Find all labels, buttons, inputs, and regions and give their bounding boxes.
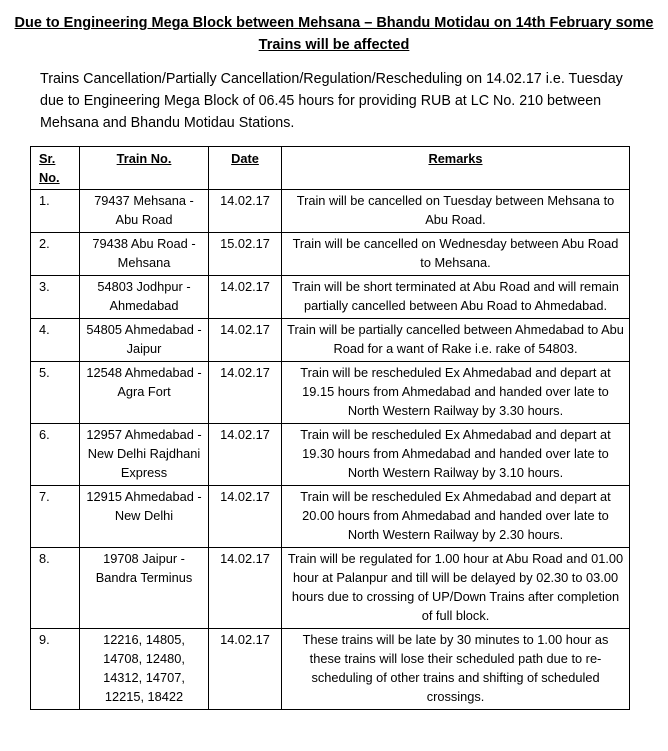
table-row [31, 233, 630, 276]
table-row [31, 486, 630, 548]
row-date: 14.02.17 [209, 548, 282, 629]
row-remarks: Train will be short terminated at Abu Road and will remain partially cancelled between Abu Road to Ahmedabad. [282, 276, 630, 319]
row-remarks: These trains will be late by 30 minutes to 1.00 hour as these trains will lose their scheduled path due to re-scheduling of other trains and shifting of scheduled crossings. [282, 629, 630, 710]
table-row [31, 548, 630, 629]
table-row [31, 629, 630, 710]
row-date: 15.02.17 [209, 233, 282, 276]
row-remarks: Train will be regulated for 1.00 hour at Abu Road and 01.00 hour at Palanpur and till will be delayed by 02.30 to 03.00 hours due to crossing of UP/Down Trains after completion of full block. [282, 548, 630, 629]
row-date: 14.02.17 [209, 486, 282, 548]
row-sr: 8. [31, 548, 80, 629]
row-sr: 7. [31, 486, 80, 548]
row-remarks: Train will be rescheduled Ex Ahmedabad and depart at 20.00 hours from Ahmedabad and handed over late to North Western Railway by 2.30 hours. [282, 486, 630, 548]
row-train: 54805 Ahmedabad - Jaipur [80, 319, 209, 362]
row-train: 12915 Ahmedabad - New Delhi [80, 486, 209, 548]
row-remarks: Train will be cancelled on Tuesday between Mehsana to Abu Road. [282, 190, 630, 233]
header-train-no: Train No. [80, 147, 209, 190]
row-train: 12216, 14805, 14708, 12480, 14312, 14707, 12215, 18422 [80, 629, 209, 710]
header-sr-no: Sr. No. [31, 147, 80, 190]
row-sr: 1. [31, 190, 80, 233]
title-line-2: Trains will be affected [258, 37, 410, 53]
row-train: 19708 Jaipur - Bandra Terminus [80, 548, 209, 629]
intro-paragraph: Trains Cancellation/Partially Cancellation/Regulation/Rescheduling on 14.02.17 i.e. Tuesday due to Engineering Mega Block of 06.45 hours for providing RUB at LC No. 210 between Mehsana and Bhandu Motidau Stations. [40, 71, 623, 131]
title-line-1: Due to Engineering Mega Block between Mehsana – Bhandu Motidau on 14th February some [14, 15, 654, 31]
row-date: 14.02.17 [209, 319, 282, 362]
row-train: 12957 Ahmedabad - New Delhi Rajdhani Express [80, 424, 209, 486]
row-date: 14.02.17 [209, 424, 282, 486]
row-sr: 3. [31, 276, 80, 319]
row-train: 79438 Abu Road - Mehsana [80, 233, 209, 276]
row-remarks: Train will be cancelled on Wednesday between Abu Road to Mehsana. [282, 233, 630, 276]
row-remarks: Train will be rescheduled Ex Ahmedabad and depart at 19.30 hours from Ahmedabad and handed over late to North Western Railway by 3.10 hours. [282, 424, 630, 486]
table-row [31, 362, 630, 424]
row-sr: 4. [31, 319, 80, 362]
row-train: 12548 Ahmedabad - Agra Fort [80, 362, 209, 424]
table-header-row [31, 147, 630, 190]
row-sr: 6. [31, 424, 80, 486]
row-remarks: Train will be partially cancelled between Ahmedabad to Abu Road for a want of Rake i.e. rake of 54803. [282, 319, 630, 362]
row-date: 14.02.17 [209, 362, 282, 424]
table-row [31, 319, 630, 362]
header-date: Date [209, 147, 282, 190]
table-row [31, 424, 630, 486]
row-sr: 5. [31, 362, 80, 424]
row-train: 79437 Mehsana - Abu Road [80, 190, 209, 233]
table-row [31, 276, 630, 319]
notice-title [0, 12, 668, 56]
row-sr: 9. [31, 629, 80, 710]
row-sr: 2. [31, 233, 80, 276]
row-date: 14.02.17 [209, 629, 282, 710]
row-date: 14.02.17 [209, 190, 282, 233]
header-remarks: Remarks [282, 147, 630, 190]
row-date: 14.02.17 [209, 276, 282, 319]
affected-trains-table [30, 146, 630, 710]
row-train: 54803 Jodhpur - Ahmedabad [80, 276, 209, 319]
table-row [31, 190, 630, 233]
row-remarks: Train will be rescheduled Ex Ahmedabad and depart at 19.15 hours from Ahmedabad and handed over late to North Western Railway by 3.30 hours. [282, 362, 630, 424]
